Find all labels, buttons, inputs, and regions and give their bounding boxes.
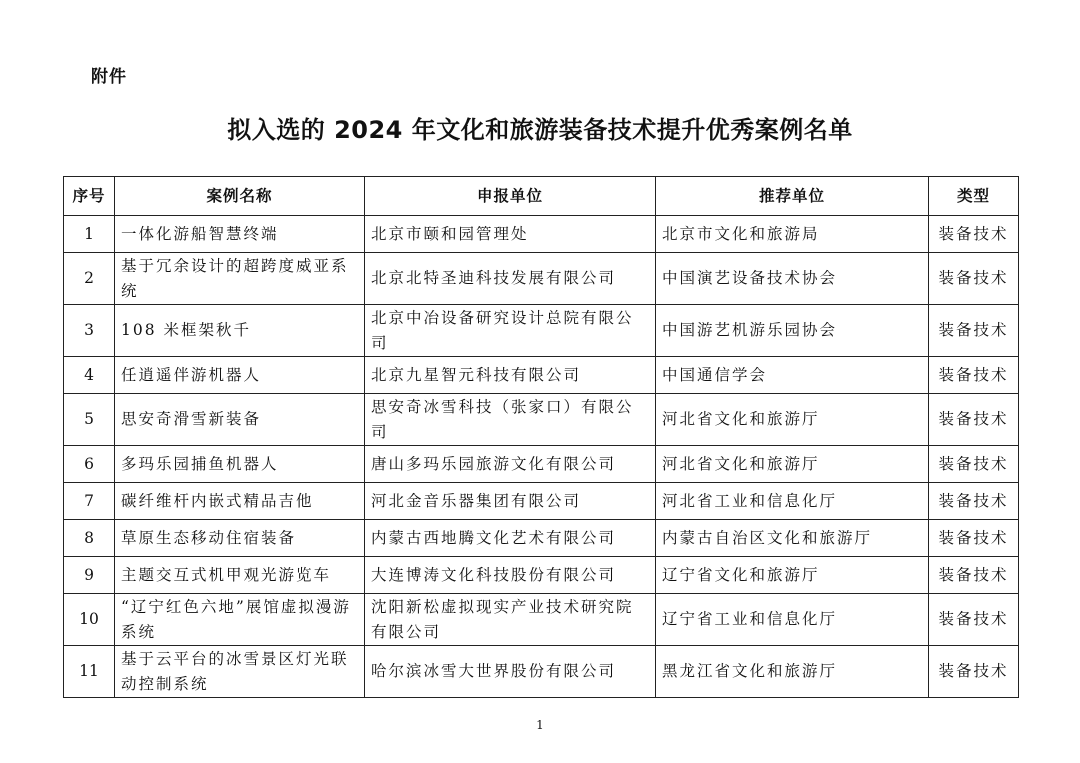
- cell-type: 装备技术: [929, 520, 1019, 557]
- cell-seq: 10: [64, 594, 115, 646]
- table-row: [64, 594, 1019, 646]
- header-case-name: 案例名称: [115, 177, 365, 216]
- document-title: 拟入选的 2024 年文化和旅游装备技术提升优秀案例名单: [227, 116, 853, 144]
- cell-seq: 5: [64, 394, 115, 446]
- cell-applicant: 唐山多玛乐园旅游文化有限公司: [365, 446, 656, 483]
- table-row: [64, 253, 1019, 305]
- cell-type: 装备技术: [929, 394, 1019, 446]
- cell-applicant: 内蒙古西地腾文化艺术有限公司: [365, 520, 656, 557]
- table-row: [64, 446, 1019, 483]
- table-row: [64, 557, 1019, 594]
- cell-applicant: 河北金音乐器集团有限公司: [365, 483, 656, 520]
- table-row: [64, 646, 1019, 698]
- table-header-row: [64, 177, 1019, 216]
- cell-case-name: 主题交互式机甲观光游览车: [115, 557, 365, 594]
- cell-type: 装备技术: [929, 305, 1019, 357]
- table-row: [64, 357, 1019, 394]
- cell-case-name: 任逍遥伴游机器人: [115, 357, 365, 394]
- cell-recommender: 河北省文化和旅游厅: [656, 394, 929, 446]
- cell-recommender: 辽宁省工业和信息化厅: [656, 594, 929, 646]
- cell-seq: 2: [64, 253, 115, 305]
- cell-case-name: 108 米框架秋千: [115, 305, 365, 357]
- table-row: [64, 305, 1019, 357]
- cell-seq: 4: [64, 357, 115, 394]
- cell-type: 装备技术: [929, 253, 1019, 305]
- table-row: [64, 520, 1019, 557]
- cell-applicant: 哈尔滨冰雪大世界股份有限公司: [365, 646, 656, 698]
- cell-type: 装备技术: [929, 594, 1019, 646]
- cell-type: 装备技术: [929, 446, 1019, 483]
- cell-recommender: 中国游艺机游乐园协会: [656, 305, 929, 357]
- cell-seq: 8: [64, 520, 115, 557]
- cell-case-name: 多玛乐园捕鱼机器人: [115, 446, 365, 483]
- header-recommender: 推荐单位: [656, 177, 929, 216]
- page-number: 1: [536, 718, 544, 732]
- cell-applicant: 北京九星智元科技有限公司: [365, 357, 656, 394]
- cell-applicant: 北京北特圣迪科技发展有限公司: [365, 253, 656, 305]
- cell-case-name: 基于冗余设计的超跨度威亚系统: [115, 253, 365, 305]
- cell-case-name: 草原生态移动住宿装备: [115, 520, 365, 557]
- cell-type: 装备技术: [929, 646, 1019, 698]
- header-seq: 序号: [64, 177, 115, 216]
- cell-applicant: 沈阳新松虚拟现实产业技术研究院有限公司: [365, 594, 656, 646]
- cell-recommender: 河北省工业和信息化厅: [656, 483, 929, 520]
- cell-seq: 9: [64, 557, 115, 594]
- case-list-table: [63, 176, 1019, 698]
- cell-recommender: 黑龙江省文化和旅游厅: [656, 646, 929, 698]
- cell-recommender: 中国通信学会: [656, 357, 929, 394]
- table-row: [64, 394, 1019, 446]
- cell-recommender: 河北省文化和旅游厅: [656, 446, 929, 483]
- cell-case-name: “辽宁红色六地”展馆虚拟漫游系统: [115, 594, 365, 646]
- cell-recommender: 中国演艺设备技术协会: [656, 253, 929, 305]
- cell-applicant: 北京市颐和园管理处: [365, 216, 656, 253]
- cell-type: 装备技术: [929, 357, 1019, 394]
- header-type: 类型: [929, 177, 1019, 216]
- cell-seq: 1: [64, 216, 115, 253]
- attachment-label: 附件: [91, 67, 127, 87]
- table-row: [64, 483, 1019, 520]
- cell-seq: 7: [64, 483, 115, 520]
- header-applicant: 申报单位: [365, 177, 656, 216]
- cell-applicant: 思安奇冰雪科技（张家口）有限公司: [365, 394, 656, 446]
- cell-case-name: 碳纤维杆内嵌式精品吉他: [115, 483, 365, 520]
- cell-applicant: 北京中冶设备研究设计总院有限公司: [365, 305, 656, 357]
- cell-seq: 3: [64, 305, 115, 357]
- cell-case-name: 思安奇滑雪新装备: [115, 394, 365, 446]
- cell-applicant: 大连博涛文化科技股份有限公司: [365, 557, 656, 594]
- cell-seq: 6: [64, 446, 115, 483]
- cell-type: 装备技术: [929, 557, 1019, 594]
- cell-recommender: 北京市文化和旅游局: [656, 216, 929, 253]
- table-row: [64, 216, 1019, 253]
- cell-type: 装备技术: [929, 216, 1019, 253]
- cell-case-name: 一体化游船智慧终端: [115, 216, 365, 253]
- cell-type: 装备技术: [929, 483, 1019, 520]
- cell-recommender: 辽宁省文化和旅游厅: [656, 557, 929, 594]
- cell-case-name: 基于云平台的冰雪景区灯光联动控制系统: [115, 646, 365, 698]
- cell-recommender: 内蒙古自治区文化和旅游厅: [656, 520, 929, 557]
- cell-seq: 11: [64, 646, 115, 698]
